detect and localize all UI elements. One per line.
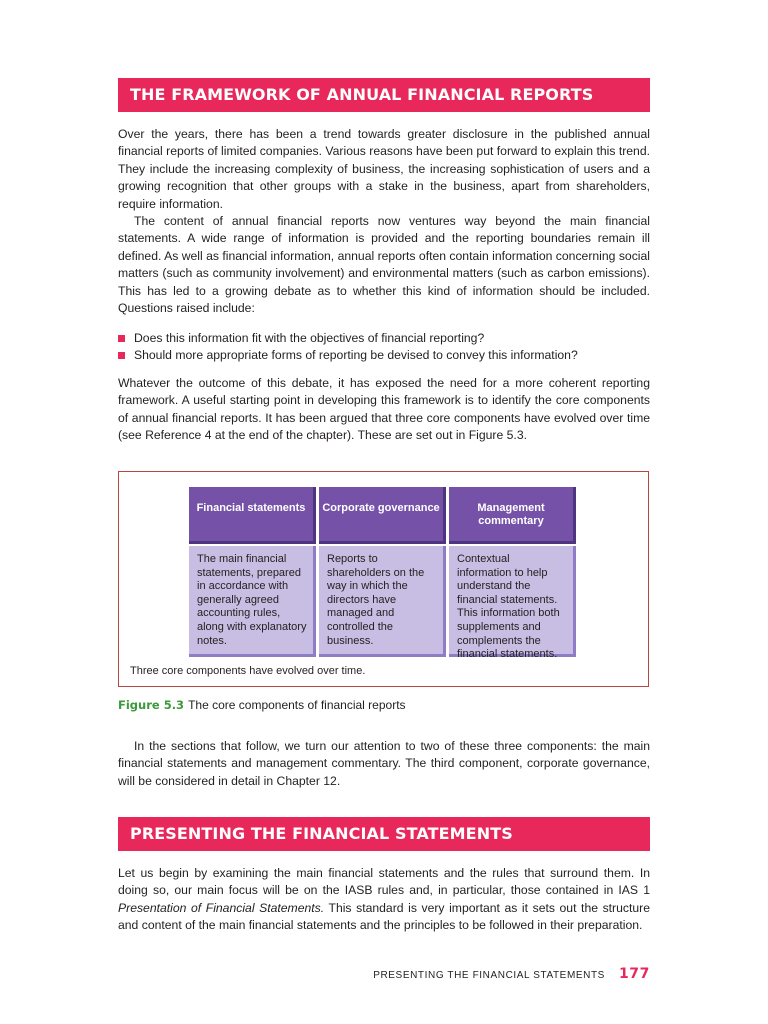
page-footer bbox=[373, 966, 650, 982]
column-heading-corporate-governance: Corporate governance bbox=[319, 487, 446, 544]
paragraph-content-of-reports: The content of annual financial reports now ventures way beyond the main financial statements. A wide range of information is provided and the reporting boundaries remain ill defined. As well as financial information, annual reports often contain information concerning social matters (such as community involvement) and environmental matters (such as carbon emissions). This has led to a growing debate as to whether this kind of information should be included. Questions raised include: bbox=[118, 214, 650, 316]
figure-inner-caption: Three core components have evolved over time. bbox=[130, 665, 366, 677]
column-heading-financial-statements: Financial statements bbox=[189, 487, 316, 544]
paragraph-text: Whatever the outcome of this debate, it has exposed the need for a more coherent reporting framework. A useful starting point in developing this framework is to identify the core components of annual financial reports. It has been argued that three core components have evolved over time (see Reference 4 at the end of the chapter). These are set out in Figure 5.3. bbox=[118, 376, 650, 443]
paragraph-reporting-framework bbox=[118, 375, 650, 445]
paragraph-text bbox=[118, 865, 650, 935]
figure-core-components bbox=[118, 471, 649, 687]
list-item: Does this information fit with the objectives of financial reporting? bbox=[118, 330, 650, 347]
column-body-management-commentary: Contextual information to help understand the financial statements. This information both supplements and complements the financial statements. bbox=[449, 546, 576, 657]
page-number: 177 bbox=[618, 966, 650, 982]
paragraph-text: In the sections that follow, we turn our attention to two of these three components: the main financial statements and management commentary. The third component, corporate governance, will be considered in detail in Chapter 12. bbox=[118, 739, 650, 788]
list-item: Should more appropriate forms of reporting be devised to convey this information? bbox=[118, 347, 650, 364]
questions-list bbox=[118, 330, 650, 365]
paragraph-ias1 bbox=[118, 865, 650, 935]
figure-caption bbox=[118, 698, 406, 712]
figure-title: The core components of financial reports bbox=[188, 698, 406, 712]
paragraph-disclosure-trend: Over the years, there has been a trend towards greater disclosure in the published annual financial reports of limited companies. Various reasons have been put forward to explain this trend. They include the increasing complexity of business, the increasing sophistication of users and a growing recognition that other groups with a stake in the business, apart from shareholders, require information. bbox=[118, 127, 650, 211]
text-run: This standard is very important as it sets out the structure and content of the main financial statements and the principles to be followed in their preparation. bbox=[118, 900, 650, 933]
components-diagram bbox=[189, 487, 579, 661]
standard-title: Presentation of Financial Statements. bbox=[118, 900, 325, 915]
running-head: PRESENTING THE FINANCIAL STATEMENTS bbox=[373, 970, 605, 981]
column-body-corporate-governance: Reports to shareholders on the way in which the directors have managed and controlled the business. bbox=[319, 546, 446, 657]
framework-text bbox=[118, 126, 650, 317]
section-heading-framework: THE FRAMEWORK OF ANNUAL FINANCIAL REPORTS bbox=[118, 78, 650, 112]
text-run: Let us begin by examining the main financial statements and the rules that surround them. In doing so, our main focus will be on the IASB rules and, in particular, those contained in IAS 1 bbox=[118, 866, 650, 898]
figure-number: Figure 5.3 bbox=[118, 698, 185, 712]
section-heading-presenting: PRESENTING THE FINANCIAL STATEMENTS bbox=[118, 817, 650, 851]
column-body-financial-statements: The main financial statements, prepared in accordance with generally agreed accounting rules, along with explanatory notes. bbox=[189, 546, 316, 657]
paragraph-following-sections bbox=[118, 738, 650, 790]
column-heading-management-commentary: Management commentary bbox=[449, 487, 576, 544]
